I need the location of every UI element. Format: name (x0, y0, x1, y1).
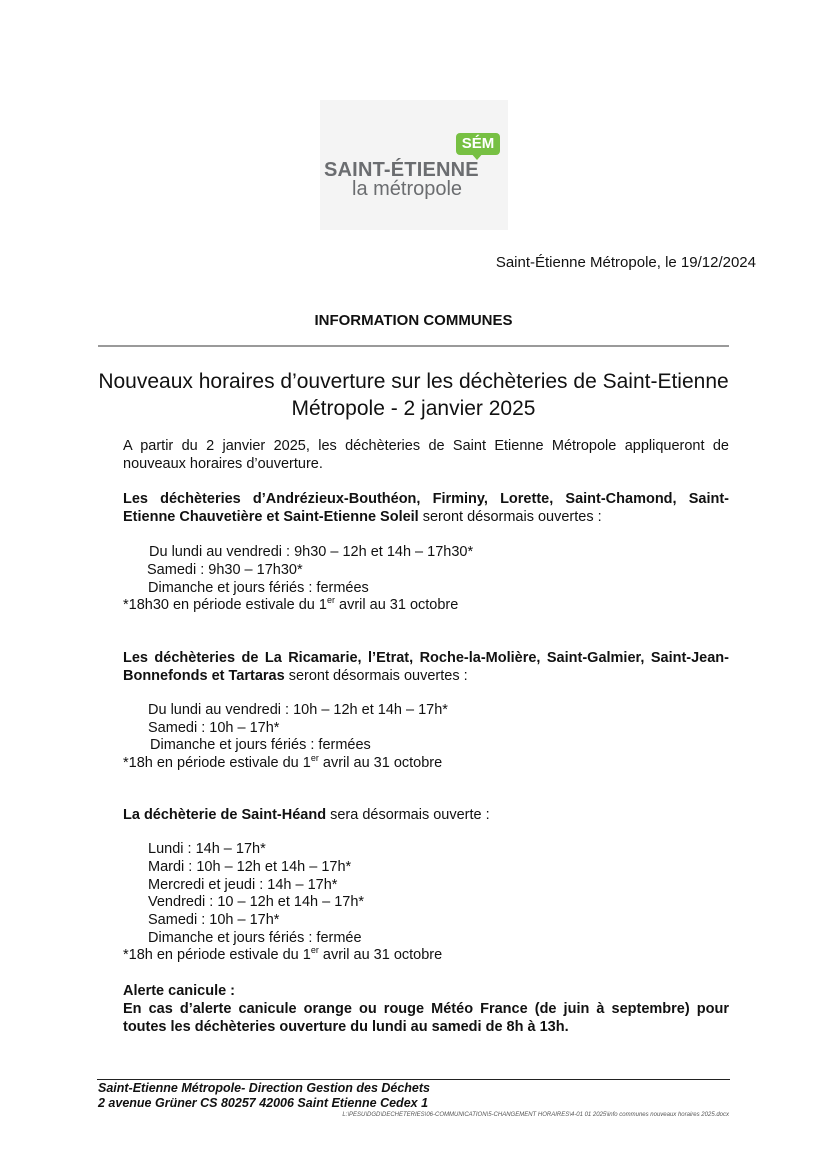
group1-note-post: avril au 31 octobre (334, 597, 459, 613)
group3-line: Mercredi et jeudi : 14h – 17h* (148, 877, 338, 893)
group2-note-sup: er (310, 753, 319, 764)
group3-note-pre: *18h en période estivale du 1 (123, 947, 311, 963)
intro-paragraph: A partir du 2 janvier 2025, les déchèteries de Saint Etienne Métropole appliqueront de nouveaux horaires d’ouverture. (123, 438, 729, 472)
group3-heading (123, 806, 490, 824)
group1-note-sup: er (326, 595, 335, 606)
group1-heading-bold: Les déchèteries d’Andrézieux-Bouthéon, Firminy, Lorette, Saint-Chamond, Saint-Etienne Chauvetière et Saint-Etienne Soleil (123, 491, 729, 525)
title-divider (98, 345, 729, 347)
alert-text: En cas d’alerte canicule orange ou rouge Météo France (de juin à septembre) pour toutes les déchèteries ouverture du lundi au samedi de 8h à 13h. (123, 1001, 729, 1035)
group2-line: Samedi : 10h – 17h* (148, 720, 280, 736)
group2-note-post: avril au 31 octobre (318, 755, 443, 771)
footer-file-path: L:\PESU\DGD\DECHETERIES\06-COMMUNICATION\5-CHANGEMENT HORAIRES\4-01 01 2025\info communes nouveaux horaires 2025.docx (342, 1112, 729, 1118)
info-title: INFORMATION COMMUNES (314, 312, 513, 329)
group2-note-pre: *18h en période estivale du 1 (123, 755, 311, 771)
logo-line2: la métropole (352, 178, 463, 200)
group3-line: Lundi : 14h – 17h* (148, 841, 266, 857)
group3-note-post: avril au 31 octobre (318, 947, 443, 963)
group1-line: Dimanche et jours fériés : fermées (148, 580, 369, 596)
group1-line: Samedi : 9h30 – 17h30* (147, 562, 303, 578)
group3-heading-rest: sera désormais ouverte : (326, 807, 490, 823)
group1-heading-rest: seront désormais ouvertes : (418, 509, 602, 525)
alert-title: Alerte canicule : (123, 983, 236, 999)
group3-line: Dimanche et jours fériés : fermée (148, 930, 362, 946)
group2-heading (123, 649, 729, 685)
footer-divider (97, 1079, 730, 1080)
footer-line1: Saint-Etienne Métropole- Direction Gestion des Déchets (98, 1081, 431, 1095)
group1-note (123, 596, 458, 614)
main-title: Nouveaux horaires d’ouverture sur les déchèteries de Saint-Etienne Métropole - 2 janvier 2025 (98, 370, 729, 420)
group3-note (123, 946, 442, 964)
group3-line: Samedi : 10h – 17h* (148, 912, 280, 928)
group2-heading-rest: seront désormais ouvertes : (284, 668, 468, 684)
group2-heading-bold: Les déchèteries de La Ricamarie, l’Etrat, Roche-la-Molière, Saint-Galmier, Saint-Jean-Bonnefonds et Tartaras (123, 650, 729, 684)
group1-heading (123, 490, 729, 526)
logo-badge: SÉM (456, 133, 500, 155)
group3-line: Vendredi : 10 – 12h et 14h – 17h* (148, 894, 365, 910)
group3-line: Mardi : 10h – 12h et 14h – 17h* (148, 859, 352, 875)
logo (320, 100, 508, 230)
group2-line: Dimanche et jours fériés : fermées (150, 737, 371, 753)
group2-line: Du lundi au vendredi : 10h – 12h et 14h – 17h* (148, 702, 448, 718)
group3-note-sup: er (310, 945, 319, 956)
group1-line: Du lundi au vendredi : 9h30 – 12h et 14h – 17h30* (149, 544, 474, 560)
group2-note (123, 754, 442, 772)
group1-note-pre: *18h30 en période estivale du 1 (123, 597, 327, 613)
footer-line2: 2 avenue Grüner CS 80257 42006 Saint Etienne Cedex 1 (98, 1096, 429, 1110)
date-line: Saint-Étienne Métropole, le 19/12/2024 (495, 254, 756, 271)
logo-line1: SAINT-ÉTIENNE (324, 159, 479, 181)
group3-heading-bold: La déchèterie de Saint-Héand (123, 807, 327, 823)
